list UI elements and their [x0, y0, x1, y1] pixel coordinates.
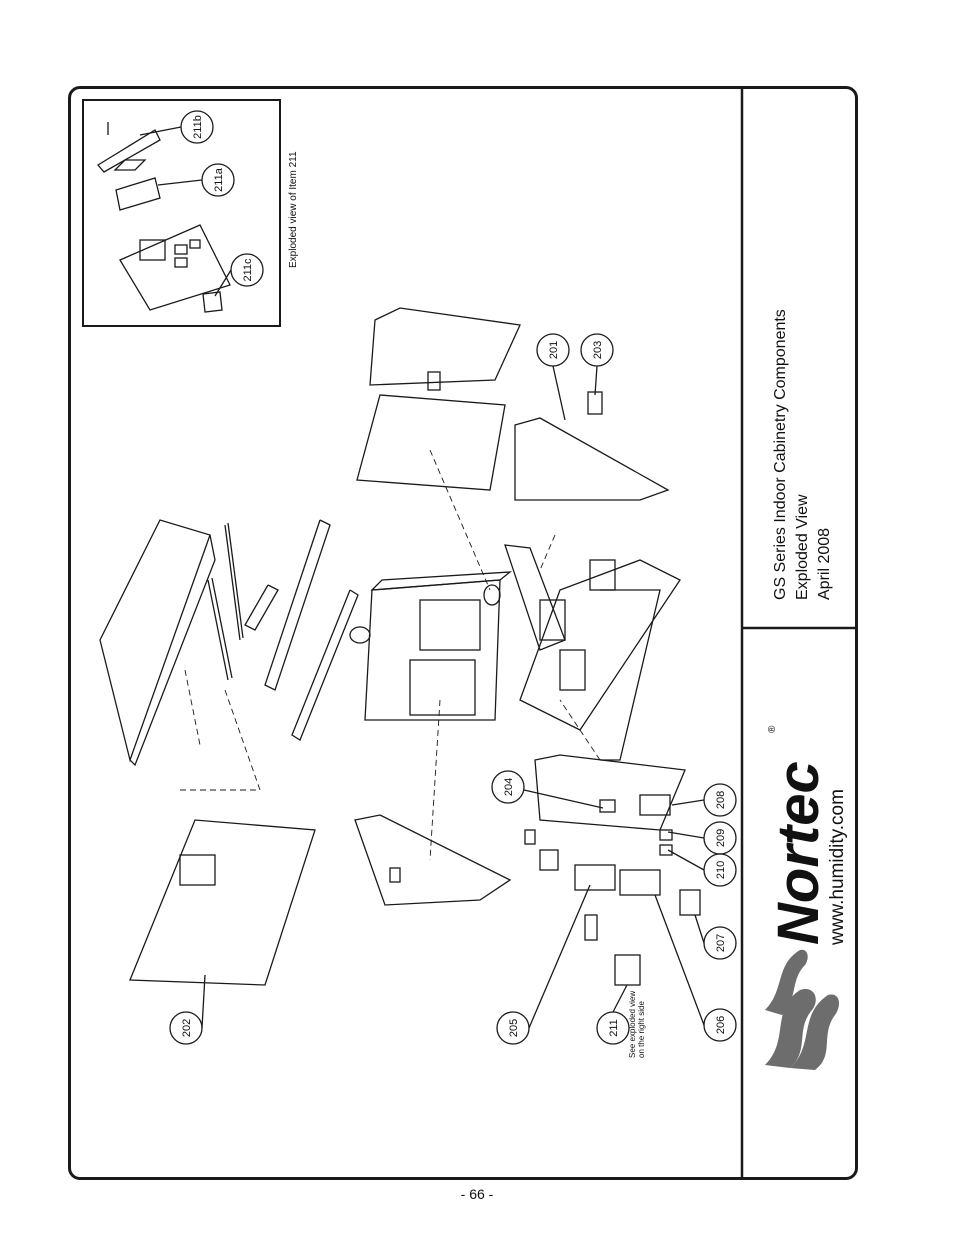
- callout-211c: 211c: [242, 258, 254, 282]
- title-line3: April 2008: [816, 527, 833, 600]
- callout-204: 204: [503, 777, 515, 797]
- inset-caption: Exploded view of Item 211: [288, 151, 299, 268]
- callout-209: 209: [715, 828, 727, 848]
- callout-208: 208: [715, 790, 727, 810]
- website: www.humidity.com: [827, 789, 848, 945]
- registered-mark: ®: [767, 725, 778, 733]
- inset-callout-labels: [192, 115, 254, 281]
- note-211: [628, 991, 646, 1058]
- callout-201: 201: [548, 340, 560, 360]
- logo-wave-icon: [765, 950, 839, 1070]
- title-block: [770, 309, 836, 600]
- inset-parts: [98, 122, 230, 312]
- callout-211: 211: [608, 1019, 620, 1037]
- callout-labels: [181, 341, 727, 1037]
- note-211-line1: See exploded view: [628, 990, 637, 1058]
- side-panel-top: [357, 308, 668, 500]
- title-line2: Exploded View: [794, 494, 811, 600]
- callout-211b: 211b: [192, 115, 204, 139]
- callout-203: 203: [592, 340, 604, 360]
- rails: [208, 520, 358, 740]
- callout-205: 205: [508, 1018, 520, 1038]
- callout-211a: 211a: [213, 168, 225, 192]
- callout-202: 202: [181, 1018, 193, 1038]
- inset-box: [83, 100, 280, 326]
- note-211-line2: on the right side: [637, 1001, 646, 1058]
- cabinet-box: [350, 572, 510, 720]
- electrical-panel: [525, 755, 700, 985]
- top-cover: [100, 520, 215, 765]
- callout-206: 206: [715, 1015, 727, 1035]
- callout-207: 207: [715, 933, 727, 953]
- page-number: - 66 -: [460, 1186, 494, 1202]
- callout-210: 210: [715, 860, 727, 880]
- side-panel-bottom: [355, 815, 510, 905]
- title-line1: GS Series Indoor Cabinetry Components: [772, 309, 789, 600]
- main-callouts: [170, 334, 736, 1044]
- base-frame: [505, 545, 680, 760]
- brand-name: Nortec: [766, 761, 831, 945]
- front-door: [130, 820, 315, 985]
